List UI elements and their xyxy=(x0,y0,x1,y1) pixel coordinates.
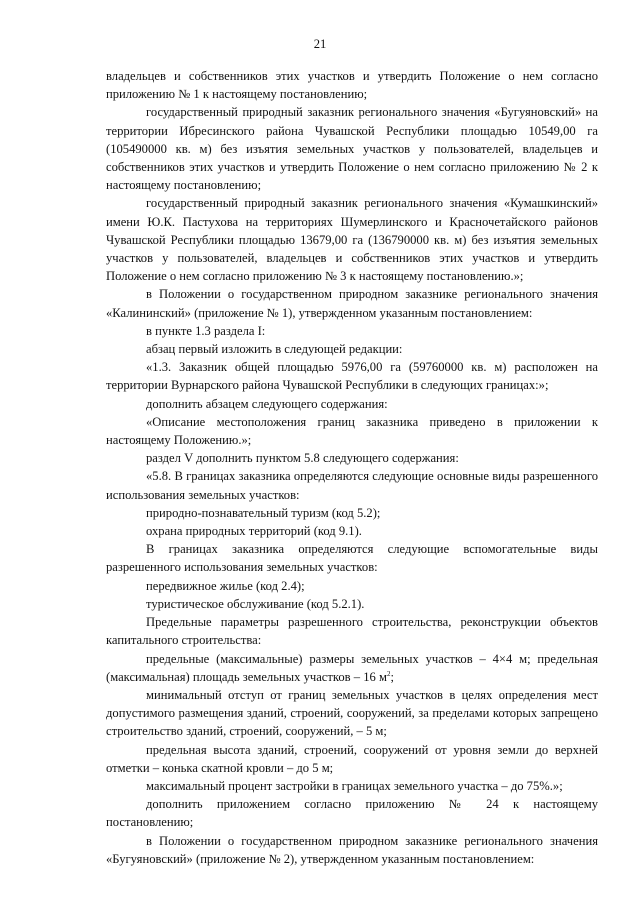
paragraph: дополнить абзацем следующего содержания: xyxy=(146,396,388,411)
paragraph: В границах заказника определяются следующие вспомогательные виды разрешенного использования земельных участков: xyxy=(106,542,598,575)
paragraph-group-2 xyxy=(106,686,598,868)
paragraph: в пункте 1.3 раздела I: xyxy=(146,323,266,338)
paragraph: туристическое обслуживание (код 5.2.1). xyxy=(146,596,365,611)
paragraph: дополнить приложением согласно приложению № 24 к настоящему постановлению; xyxy=(106,797,598,830)
document-body xyxy=(106,67,598,868)
paragraph: «5.8. В границах заказника определяются следующие основные виды разрешенного использования земельных участков: xyxy=(106,469,598,502)
paragraph: в Положении о государственном природном заказнике регионального значения «Калининский» (приложение № 1), утвержденном указанным постановлением: xyxy=(106,287,598,320)
paragraph: государственный природный заказник регионального значения «Бугуяновский» на территории Ибресинского района Чувашской Республики площадью 10549,00 га (105490000 кв. м) без изъятия земельных участков у пользователей, владельцев и собственников этих участков и утвердить Положение о нем согласно приложению № 2 к настоящему постановлению; xyxy=(106,105,598,193)
paragraph: Предельные параметры разрешенного строительства, реконструкции объектов капитального строительства: xyxy=(106,615,598,648)
paragraph: максимальный процент застройки в границах земельного участка – до 75%.»; xyxy=(146,778,563,793)
page-number: 21 xyxy=(313,37,327,51)
paragraph-area-limits xyxy=(106,650,598,686)
paragraph: передвижное жилье (код 2.4); xyxy=(146,578,305,593)
paragraph-area-tail: ; xyxy=(390,669,394,684)
paragraph: охрана природных территорий (код 9.1). xyxy=(146,524,362,539)
paragraph: природно-познавательный туризм (код 5.2); xyxy=(146,505,381,520)
superscript-2: 2 xyxy=(386,669,391,678)
paragraph: предельная высота зданий, строений, сооружений от уровня земли до верхней отметки – конька скатной кровли – до 5 м; xyxy=(106,742,598,775)
paragraph: государственный природный заказник регионального значения «Кумашкинский» имени Ю.К. Пастухова на территориях Шумерлинского и Красночетайского районов Чувашской Республики площадью 13679,00 га (136790000 кв. м) без изъятия земельных участков у пользователей, владельцев и собственников этих участков и утвердить Положение о нем согласно приложению № 3 к настоящему постановлению.»; xyxy=(106,196,598,284)
paragraph: «Описание местоположения границ заказника приведено в приложении к настоящему Положению.»; xyxy=(106,414,598,448)
paragraph: абзац первый изложить в следующей редакции: xyxy=(146,342,403,357)
paragraph: в Положении о государственном природном заказнике регионального значения «Бугуяновский» (приложение № 2), утвержденном указанным постановлением: xyxy=(106,833,598,866)
paragraph: владельцев и собственников этих участков и утвердить Положение о нем согласно приложению № 1 к настоящему постановлению; xyxy=(106,69,598,102)
paragraph: раздел V дополнить пунктом 5.8 следующего содержания: xyxy=(146,451,459,466)
paragraph: минимальный отступ от границ земельных участков в целях определения мест допустимого размещения зданий, строений, сооружений, за пределами которых запрещено строительство зданий, строений, сооружений, – 5 м; xyxy=(106,687,598,739)
paragraph: «1.3. Заказник общей площадью 5976,00 га (59760000 кв. м) расположен на территории Вурнарского района Чувашской Республики в следующих границах:»; xyxy=(106,360,598,393)
paragraph-area-text: предельные (максимальные) размеры земельных участков – 4×4 м; предельная (максимальная) площадь земельных участков – 16 м xyxy=(106,651,598,684)
paragraph-group-1 xyxy=(106,67,598,650)
